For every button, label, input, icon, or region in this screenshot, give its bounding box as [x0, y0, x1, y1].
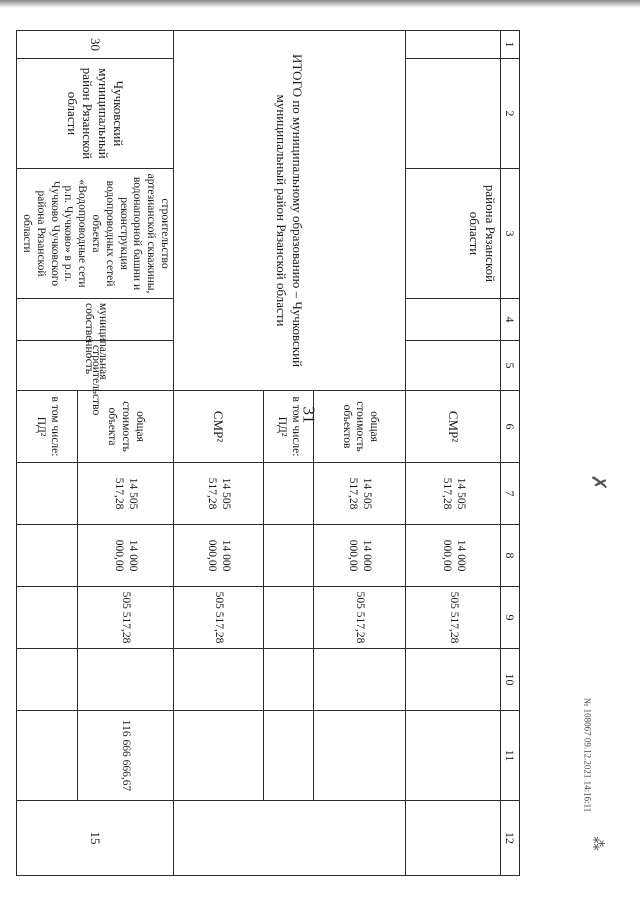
work-type-cell: строительство: [17, 341, 174, 391]
amount-cell: 505 517,28: [77, 587, 173, 649]
table-cell: [406, 299, 501, 341]
amount-cell: 14 000 000,00: [406, 525, 501, 587]
amount-cell: 116 666 666,67: [77, 711, 173, 801]
amount-cell: 505 517,28: [314, 587, 406, 649]
amount-cell: 14 505 517,28: [314, 463, 406, 525]
col-number: 1: [501, 31, 520, 59]
cost-type-cell: в том числе: ПД²: [17, 391, 77, 463]
table-cell: [264, 463, 314, 525]
table-cell: [406, 711, 501, 801]
table-cell: [17, 711, 77, 801]
amount-cell: 14 000 000,00: [314, 525, 406, 587]
table-cell: [406, 341, 501, 391]
object-name-cell: строительство артезианской скважины, водонапорной башни и реконструкция водопроводных сетей объекта «Водопроводные сети р.п. Чучково» в р.п. Чучково Чучковского района Рязанской области: [17, 169, 174, 299]
totals-label: ИТОГО по муниципальному образованию – Чучковский муниципальный район Рязанской области: [174, 31, 406, 391]
amount-cell: 505 517,28: [406, 587, 501, 649]
cost-type-cell: общая стоимость объекта: [77, 391, 173, 463]
table-cell: [77, 649, 173, 711]
col-number: 9: [501, 587, 520, 649]
col-number: 7: [501, 463, 520, 525]
col-number: 11: [501, 711, 520, 801]
table-cell: [314, 711, 406, 801]
table-cell: [17, 649, 77, 711]
table-cell: [406, 31, 501, 59]
col-number: 6: [501, 391, 520, 463]
col-number: 8: [501, 525, 520, 587]
table-cell: [174, 649, 264, 711]
signature-mark: ✗: [586, 474, 609, 491]
table-cell: [314, 649, 406, 711]
percent-cell: 15: [17, 801, 174, 876]
ownership-cell: муниципальная собственность: [17, 299, 174, 341]
column-number-row: [501, 31, 520, 876]
amount-cell: 14 505 517,28: [406, 463, 501, 525]
scan-top-edge: [0, 0, 640, 8]
table-row: [406, 31, 501, 876]
col-number: 5: [501, 341, 520, 391]
col-number: 4: [501, 299, 520, 341]
amount-cell: 14 000 000,00: [174, 525, 264, 587]
table-row-30: [77, 31, 173, 876]
table-cell: [264, 649, 314, 711]
table-cell: [406, 649, 501, 711]
registration-stamp: № 108067 09.12.2021 14:16:11: [582, 697, 593, 813]
table-cell: [264, 525, 314, 587]
amount-cell: 14 000 000,00: [77, 525, 173, 587]
col-number: 12: [501, 801, 520, 876]
amount-cell: 14 505 517,28: [174, 463, 264, 525]
amount-cell: 14 505 517,28: [77, 463, 173, 525]
col-number: 10: [501, 649, 520, 711]
cost-type-cell: СМР²: [406, 391, 501, 463]
cost-type-cell: в том числе: ПД²: [264, 391, 314, 463]
table-cell: [406, 801, 501, 876]
table-cell: [174, 711, 264, 801]
totals-cost-row: [314, 31, 406, 876]
amount-cell: 505 517,28: [174, 587, 264, 649]
col-number: 3: [501, 169, 520, 299]
budget-table: [16, 30, 520, 876]
row-number-cell: 30: [17, 31, 174, 59]
table-cell: [17, 463, 77, 525]
object-name-cell: района Рязанской области: [406, 169, 501, 299]
table-cell: [406, 59, 501, 169]
page-number: 31: [299, 406, 319, 424]
table-cell: [264, 587, 314, 649]
table-cell: [264, 711, 314, 801]
stamp-mark: ⁂: [589, 836, 605, 851]
table-cell: [17, 525, 77, 587]
col-number: 2: [501, 59, 520, 169]
table-cell: [17, 587, 77, 649]
rotated-table-container: [21, 30, 520, 875]
table-cell: [174, 801, 406, 876]
municipality-cell: Чучковский муниципальный район Рязанской области: [17, 59, 174, 169]
cost-type-cell: СМР²: [174, 391, 264, 463]
cost-type-cell: общая стоимость объектов: [314, 391, 406, 463]
